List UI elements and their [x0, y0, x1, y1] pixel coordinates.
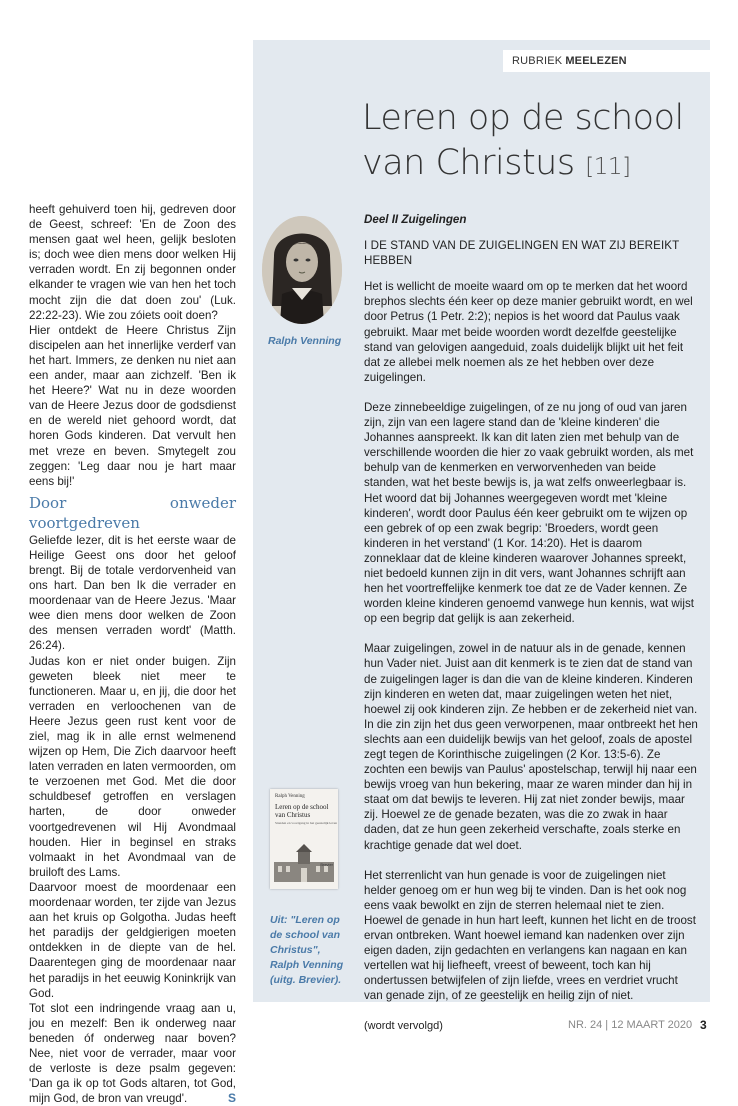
- main-paragraph: Maar zuigelingen, zowel in de natuur als in de genade, kennen hun Vader niet. Juist aan dit kenmerk is te zien dat de stand van de zuigelingen lager is dan die van de kleine kinderen. Kinderen zijn kinderen en weten dat, maar zuigelingen weten het niet, hoewel zij ook kinderen zijn. Ze hebben er de zekerheid niet van. In die zin zijn het dus geen verworpenen, maar ontbreekt het hen slechts aan een duidelijk bewijs van het geloof, zoals de apostel zegt tegen de Korinthische zuigelingen (2 Kor. 13:5-6). Ze zochten een bewijs van Paulus' apostelschap, terwijl hij naar een bewijs vroeg van hun bekering, maar ze waren minder dan hij in staat om dat bewijs te leveren. Hij zat niet zonder bewijs, maar zij. Hoewel ze de genade bezaten, was die zo zwak in haar daden, dat ze hun geen zekerheid verschafte, zoals sterke en krachtige genade dat wel doet.: [364, 642, 698, 852]
- section-label: [503, 50, 711, 72]
- portrait-caption: Ralph Venning: [268, 335, 342, 347]
- section-name: MEELEZEN: [565, 55, 627, 67]
- book-cover: [270, 789, 338, 889]
- article-title: [362, 96, 702, 190]
- continued-note: (wordt vervolgd): [364, 1019, 443, 1032]
- portrait-drawing: [262, 216, 342, 324]
- portrait-image: [262, 216, 342, 324]
- main-column: [364, 212, 698, 1049]
- left-paragraph: Judas kon er niet onder buigen. Zijn geweten bleek niet meer te functioneren. Maar u, en jij, die door het verraden en verloochenen van de Heere Jezus geen rust kent voor de ziel, mag ik in alle ernst welmenend wijzen op Hem, Die Zich daarvoor heeft laten verraden en laten vermoorden, om te verzoenen met God. Met die door schuldbesef getroffen en verslagen harten, de door onweder voortgedrevenen wil Hij Avondmaal houden. Hier in beginsel en straks volmaakt in het Avondmaal van de bruiloft des Lams.: [29, 654, 236, 879]
- title-line2: [362, 141, 702, 190]
- book-caption: Uit: "Leren op de school van Christus", Ralph Venning (uitg. Brevier).: [270, 914, 344, 986]
- main-paragraph: Het sterrenlicht van hun genade is voor de zuigelingen niet helder genoeg om er hun weg bij te vinden. Dan is het ook nog eens vaak bewolkt en zijn de sterren helemaal niet te zien. Hoewel de genade in hun hart leeft, kunnen het licht en de troost ervan ontbreken. Want hoewel iemand kan nadenken over zijn eigen daden, zijn gedachten en verlangens kan nagaan en kan vertellen wat hij liefheeft, vreest of beweent, toch kan hij ondertussen betwijfelen of zijn liefde, vrees en verdriet vrucht van genade zijn, of ze geestelijk en heilig zijn of niet.: [364, 868, 696, 1003]
- page-number: 3: [700, 1018, 707, 1032]
- part-heading: Deel II Zuigelingen: [364, 213, 467, 226]
- left-paragraph: [29, 1001, 236, 1106]
- left-paragraph: heeft gehuiverd toen hij, gedreven door de Geest, schreef: 'En de Zoon des mensen gaat wel heen, gelijk besloten is; doch wee dien mens door welken Hij verraden wordt. En zij begonnen onder elkander te vragen wie van hen het toch mocht zijn die dat doen zou' (Luk. 22:22-23). Wie zou zóiets ooit doen?: [29, 203, 236, 322]
- title-line1: Leren op de school: [362, 98, 684, 138]
- section-heading: I DE STAND VAN DE ZUIGELINGEN EN WAT ZIJ BEREIKT HEBBEN: [364, 239, 680, 268]
- main-paragraph: Deze zinnebeeldige zuigelingen, of ze nu jong of oud van jaren zijn, zijn van een lagere stand dan de 'kleine kinderen' die Johannes aanspreekt. Ik kan dit laten zien met behulp van de verschillende woorden die hier zo vaak gebruikt worden, als met behulp van de kenmerken en verworvenheden van beide standen, wat het beste bewijs is, ja wat zelfs onweerlegbaar is.: [364, 400, 694, 490]
- title-number: [11]: [585, 154, 631, 180]
- left-paragraph: Daarvoor moest de moordenaar een moordenaar worden, ter zijde van Jezus aan het kruis op Golgotha. Judas heeft het paradijs der geldgierigen moeten ontdekken in de diepte van de hel. Daarentegen ging de moordenaar naar het paradijs in het eeuwig Koninkrijk van God.: [29, 880, 236, 1000]
- book-author: Ralph Venning: [275, 794, 305, 799]
- end-mark: S: [227, 1091, 236, 1106]
- issue-info: NR. 24 | 12 MAART 2020: [568, 1019, 693, 1031]
- book-subtitle: Standen en voortgang in het geestelijk leven: [275, 821, 338, 825]
- left-paragraph: Geliefde lezer, dit is het eerste waar de Heilige Geest ons door het geloof brengt. Bij de totale verdorvenheid van ons hart. Dan ben Ik die verrader en moordenaar van de Heere Jezus. 'Maar wee dien mens door welken de Zoon des mensen verraden wordt' (Matth. 26:24).: [29, 533, 236, 653]
- book-title: Leren op de school van Christus: [275, 803, 329, 819]
- title-line2-text: van Christus: [362, 143, 575, 183]
- left-column: [29, 202, 236, 1106]
- left-paragraph: Hier ontdekt de Heere Christus Zijn discipelen aan het innerlijke verderf van het hart. Immers, ze denken nu niet aan een ander, maar aan zichzelf. 'Ben ik het Heere?' Wat nu in deze woorden van de Heere Jezus door de godsdienst en de wereld niet gehoord wordt, dat horen Gods kinderen. Dat vervult hen met vreze en beven. Smytegelt zou zeggen: 'Leg daar nou je hart maar eens bij!': [29, 323, 236, 488]
- left-paragraph-text: Tot slot een indringende vraag aan u, jou en mezelf: Ben ik onderweg naar beneden óf onderweg naar boven? Nee, niet voor de verrader, maar voor de verloste is deze psalm gegeven: 'Dan ga ik op tot Gods altaren, tot God, mijn God, de bron van vreugd'.: [29, 1001, 236, 1106]
- main-paragraph: Het is wellicht de moeite waard om op te merken dat het woord brephos slechts één keer op deze manier gebruikt wordt, en wel door Petrus (1 Petr. 2:2); nepios is het woord dat Paulus vaak gebruikt. Maar met beide woorden wordt dezelfde geestelijke stand van gelovigen aangeduid, zoals duidelijk blijkt uit het feit dat ze allebei melk noemen als ze het hebben over deze zuigelingen.: [364, 280, 693, 384]
- book-publisher: Brevier: [320, 862, 333, 867]
- section-prefix: RUBRIEK: [512, 55, 563, 67]
- subheading: Door onweder voortgedreven: [29, 493, 236, 532]
- main-paragraph: Het woord dat bij Johannes weergegeven wordt met 'kleine kinderen', wordt door Paulus één keer gebruikt om te wijzen op een gebrek of op een zwak begrip: 'Broeders, wordt geen kinderen in het verstand' (1 Kor. 14:20). Het is daarom zonneklaar dat de kleine kinderen waarover Johannes spreekt, niet bedoeld kunnen zijn in dit vers, want Johannes schrijft aan hen het voortreffelijke kenmerk toe dat ze de Vader kennen. Ze worden kleine kinderen genoemd vanwege hun kennis, wat wijst op een begrip dat gelijk is aan zekerheid.: [364, 491, 694, 626]
